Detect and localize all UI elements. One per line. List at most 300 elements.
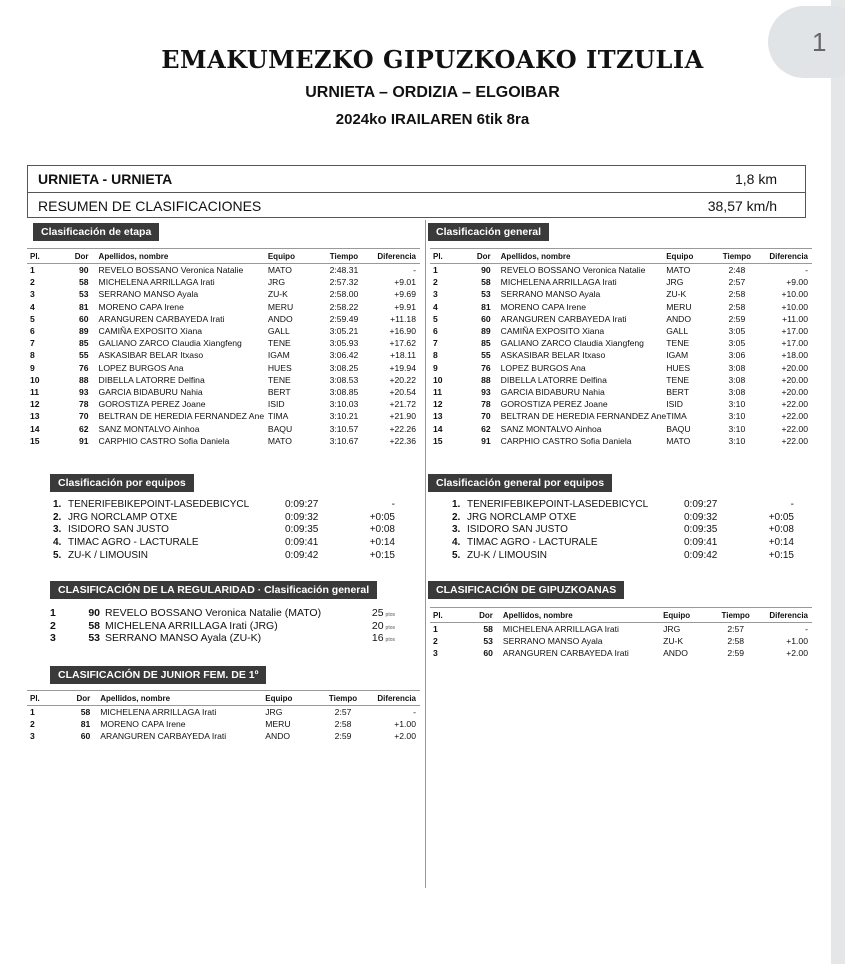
cell-team: MERU (265, 719, 291, 730)
team-rank: 4. (452, 537, 461, 549)
table-row (430, 374, 812, 386)
cell-time: 3:08 (728, 374, 746, 385)
column-header-team: Equipo (265, 691, 317, 706)
team-rank: 5. (452, 550, 461, 562)
cell-time: 2:58.22 (329, 301, 359, 312)
cell-pl: 10 (433, 374, 443, 385)
average-speed: 38,57 km/h (707, 198, 777, 214)
cell-pl: 3 (433, 289, 438, 300)
cell-pl: 3 (30, 289, 35, 300)
cell-diff: +1.00 (786, 636, 808, 647)
regularity-row (50, 632, 395, 645)
team-name: ISIDORO SAN JUSTO (467, 524, 568, 536)
cell-name: LOPEZ BURGOS Ana (98, 362, 184, 373)
cell-time: 2:48 (728, 265, 746, 276)
cell-dor: 88 (78, 374, 89, 385)
cell-diff: +19.94 (389, 362, 416, 373)
table-row (430, 635, 812, 647)
cell-diff: +11.00 (782, 313, 808, 324)
regularity-header: CLASIFICACIÓN DE LA REGULARIDAD · Clasificación general (50, 581, 377, 599)
table-row (27, 288, 420, 300)
team-rank: 5. (53, 550, 62, 562)
cell-team: MERU (666, 301, 692, 312)
reg-points-unit: ptos (385, 624, 395, 631)
reg-points (372, 607, 395, 619)
column-header-name: Apellidos, nombre (100, 691, 265, 706)
reg-points-unit: ptos (385, 637, 395, 644)
cell-team: JRG (666, 277, 684, 288)
table-row (27, 386, 420, 398)
cell-dor: 81 (80, 719, 91, 730)
cell-team: GALL (267, 326, 290, 337)
cell-dor: 60 (483, 648, 493, 659)
cell-name: SANZ MONTALVO Ainhoa (98, 423, 200, 434)
team-time: 0:09:32 (285, 511, 319, 523)
cell-dor: 89 (481, 326, 491, 337)
cell-time: 3:10.03 (329, 399, 359, 410)
team-row (452, 498, 802, 511)
table-row (430, 362, 812, 374)
column-header-pl: Pl. (27, 691, 49, 706)
team-name: TIMAC AGRO - LACTURALE (68, 537, 199, 549)
team-name: ZU-K / LIMOUSIN (68, 550, 149, 562)
cell-dor: 58 (80, 707, 91, 718)
cell-team: TIMA (666, 411, 687, 422)
cell-pl: 7 (433, 338, 438, 349)
table-row (430, 435, 812, 447)
cell-dor: 90 (481, 265, 491, 276)
cell-name: GALIANO ZARCO Claudia Xiangfeng (98, 338, 242, 349)
table-row (27, 374, 420, 386)
team-diff: +0:05 (768, 511, 794, 523)
table-header-row (430, 249, 812, 264)
cell-name: MICHELENA ARRILLAGA Irati (100, 707, 217, 718)
team-diff: +0:15 (768, 550, 794, 562)
cell-team: ZU-K (663, 636, 684, 647)
cell-dor: 90 (78, 265, 89, 276)
cell-dor: 89 (78, 326, 89, 337)
cell-pl: 14 (433, 423, 443, 434)
team-time: 0:09:42 (684, 550, 718, 562)
cell-name: GALIANO ZARCO Claudia Xiangfeng (500, 338, 644, 349)
cell-diff: +2.00 (786, 648, 808, 659)
reg-rider: REVELO BOSSANO Veronica Natalie (MATO) (105, 607, 322, 620)
cell-dor: 93 (481, 386, 491, 397)
cell-time: 2:59 (728, 313, 746, 324)
team-row (53, 498, 403, 511)
table-row (430, 647, 812, 659)
cell-team: IGAM (666, 350, 689, 361)
table-row (27, 706, 420, 719)
cell-diff: +1.00 (394, 719, 416, 730)
cell-pl: 5 (30, 313, 35, 324)
reg-points-value: 20 (371, 619, 384, 632)
team-row (452, 511, 802, 524)
team-time: 0:09:41 (285, 537, 319, 549)
cell-pl: 4 (30, 301, 35, 312)
cell-team: BAQU (666, 423, 691, 434)
cell-time: 2:58 (728, 301, 746, 312)
cell-name: DIBELLA LATORRE Delfina (500, 374, 607, 385)
team-rank: 1. (452, 498, 461, 510)
team-row (452, 549, 802, 562)
cell-team: MATO (267, 265, 292, 276)
cell-time: 2:57 (727, 624, 745, 635)
cell-name: MICHELENA ARRILLAGA Irati (98, 277, 215, 288)
cell-pl: 2 (433, 277, 438, 288)
team-time: 0:09:41 (684, 537, 718, 549)
cell-diff: +18.11 (390, 350, 416, 361)
table-row (27, 410, 420, 422)
team-time: 0:09:35 (285, 524, 319, 536)
cell-pl: 6 (433, 326, 438, 337)
cell-name: SANZ MONTALVO Ainhoa (500, 423, 602, 434)
cell-name: SERRANO MANSO Ayala (500, 289, 601, 300)
cell-team: HUES (666, 362, 691, 373)
cell-diff: +9.00 (786, 277, 808, 288)
cell-pl: 15 (433, 435, 443, 446)
cell-dor: 58 (78, 277, 89, 288)
general-classification-header: Clasificación general (428, 223, 549, 241)
table-header-row (27, 691, 420, 706)
cell-diff: - (805, 624, 808, 635)
reg-rank: 1 (50, 607, 56, 620)
cell-dor: 76 (481, 362, 491, 373)
cell-time: 2:57.32 (329, 277, 359, 288)
cell-team: ANDO (265, 731, 291, 742)
cell-diff: +17.00 (781, 338, 808, 349)
team-row (452, 524, 802, 537)
column-header-time: Tiempo (319, 249, 370, 264)
cell-diff: - (413, 707, 416, 718)
cell-time: 2:57 (728, 277, 746, 288)
column-header-dor: Dor (49, 691, 100, 706)
cell-team: JRG (265, 707, 283, 718)
cell-pl: 13 (433, 411, 443, 422)
table-row (27, 435, 420, 447)
cell-diff: +10.00 (781, 301, 808, 312)
cell-team: BAQU (267, 423, 293, 434)
table-header-row (27, 249, 420, 264)
team-row (452, 536, 802, 549)
cell-name: MORENO CAPA Irene (100, 719, 186, 730)
cell-team: HUES (267, 362, 292, 373)
cell-diff: +22.00 (781, 435, 808, 446)
table-row (430, 313, 812, 325)
table-row (430, 264, 812, 277)
cell-team: MATO (666, 265, 691, 276)
cell-diff: +11.18 (390, 313, 416, 324)
cell-team: GALL (666, 326, 689, 337)
cell-dor: 55 (78, 350, 89, 361)
cell-pl: 8 (433, 350, 438, 361)
column-header-team: Equipo (268, 249, 319, 264)
team-time: 0:09:42 (285, 550, 319, 562)
reg-rank: 3 (50, 632, 56, 645)
cell-name: CAMIÑA EXPOSITO Xiana (500, 326, 605, 337)
column-header-name: Apellidos, nombre (501, 249, 667, 264)
cell-dor: 91 (78, 435, 89, 446)
page-number-badge: 1 (768, 6, 845, 78)
column-header-dor: Dor (451, 249, 500, 264)
cell-team: BERT (267, 386, 291, 397)
team-diff: +0:14 (369, 537, 395, 549)
cell-name: ARANGUREN CARBAYEDA Irati (100, 731, 227, 742)
cell-diff: +17.00 (781, 326, 808, 337)
cell-name: LOPEZ BURGOS Ana (500, 362, 586, 373)
cell-pl: 5 (433, 313, 438, 324)
cell-pl: 13 (30, 411, 40, 422)
scrollbar-track[interactable] (831, 0, 845, 964)
cell-team: BERT (666, 386, 689, 397)
column-header-pl: Pl. (430, 608, 452, 623)
cell-name: SERRANO MANSO Ayala (98, 289, 199, 300)
cell-pl: 7 (30, 338, 35, 349)
cell-diff: +21.72 (389, 399, 416, 410)
cell-name: ASKASIBAR BELAR Itxaso (98, 350, 204, 361)
regularity-list (50, 607, 395, 645)
cell-team: TENE (267, 374, 291, 385)
cell-dor: 93 (78, 386, 89, 397)
cell-dor: 60 (80, 731, 91, 742)
cell-diff: +20.22 (389, 374, 416, 385)
cell-pl: 12 (30, 399, 40, 410)
column-header-dor: Dor (452, 608, 503, 623)
cell-time: 3:05 (728, 326, 746, 337)
team-time: 0:09:32 (684, 511, 718, 523)
cell-time: 2:59 (727, 648, 745, 659)
cell-pl: 8 (30, 350, 35, 361)
column-header-diff: Diferencia (369, 691, 420, 706)
cell-time: 3:06.42 (329, 350, 359, 361)
team-classification-header: Clasificación por equipos (50, 474, 194, 492)
column-header-name: Apellidos, nombre (503, 608, 663, 623)
column-header-pl: Pl. (430, 249, 451, 264)
race-title: EMAKUMEZKO GIPUZKOAKO ITZULIA (161, 45, 704, 74)
cell-name: REVELO BOSSANO Veronica Natalie (98, 265, 244, 276)
reg-points (372, 632, 395, 644)
cell-team: MATO (666, 435, 691, 446)
team-classification-list (53, 498, 403, 562)
cell-name: ASKASIBAR BELAR Itxaso (500, 350, 606, 361)
cell-pl: 2 (433, 636, 438, 647)
cell-dor: 53 (78, 289, 89, 300)
cell-diff: - (413, 265, 416, 276)
cell-pl: 10 (30, 374, 40, 385)
cell-pl: 3 (433, 648, 438, 659)
cell-time: 3:08.53 (329, 374, 359, 385)
cell-time: 3:10 (728, 399, 746, 410)
cell-pl: 1 (433, 624, 438, 635)
cell-dor: 60 (78, 313, 89, 324)
cell-pl: 2 (30, 277, 35, 288)
cell-name: BELTRAN DE HEREDIA FERNANDEZ Ane (500, 411, 667, 422)
reg-points-value: 25 (371, 607, 384, 620)
cell-time: 2:57 (334, 707, 352, 718)
cell-team: ZU-K (666, 289, 687, 300)
cell-time: 2:48.31 (329, 265, 359, 276)
cell-time: 3:10.21 (329, 411, 359, 422)
column-divider (425, 220, 426, 888)
table-row (430, 422, 812, 434)
table-row (430, 325, 812, 337)
cell-diff: +20.54 (389, 386, 416, 397)
reg-dor: 90 (88, 607, 100, 620)
cell-diff: +9.91 (394, 301, 416, 312)
reg-points-value: 16 (371, 632, 384, 645)
cell-diff: - (805, 265, 808, 276)
cell-pl: 6 (30, 326, 35, 337)
reg-rank: 2 (50, 619, 56, 632)
table-row (27, 730, 420, 742)
column-header-time: Tiempo (317, 691, 369, 706)
cell-team: ANDO (663, 648, 688, 659)
cell-time: 3:05.93 (329, 338, 359, 349)
cell-time: 3:08.85 (329, 386, 359, 397)
cell-name: GARCIA BIDABURU Nahia (500, 386, 605, 397)
table-row (430, 398, 812, 410)
team-row (53, 511, 403, 524)
reg-rider: SERRANO MANSO Ayala (ZU-K) (105, 632, 262, 645)
cell-pl: 15 (30, 435, 40, 446)
team-name: TENERIFEBIKEPOINT-LASEDEBICYCL (467, 498, 649, 510)
table-row (430, 276, 812, 288)
column-header-time: Tiempo (712, 608, 759, 623)
cell-dor: 55 (481, 350, 491, 361)
reg-points (372, 620, 395, 632)
cell-name: CARPHIO CASTRO Sofia Daniela (500, 435, 632, 446)
cell-diff: +22.00 (781, 399, 808, 410)
cell-diff: +18.00 (781, 350, 808, 361)
column-header-diff: Diferencia (759, 608, 812, 623)
stage-distance: 1,8 km (734, 171, 777, 187)
cell-dor: 58 (481, 277, 491, 288)
team-rank: 1. (53, 498, 62, 510)
cell-dor: 53 (481, 289, 491, 300)
cell-team: ZU-K (267, 289, 288, 300)
cell-dor: 85 (481, 338, 491, 349)
cell-name: REVELO BOSSANO Veronica Natalie (500, 265, 646, 276)
gipuzkoan-header: CLASIFICACIÓN DE GIPUZKOANAS (428, 581, 624, 599)
race-dates: 2024ko IRAILAREN 6tik 8ra (335, 111, 530, 128)
cell-pl: 2 (30, 719, 35, 730)
table-row (430, 386, 812, 398)
cell-dor: 88 (481, 374, 491, 385)
cell-pl: 3 (30, 731, 35, 742)
cell-name: GOROSTIZA PEREZ Joane (500, 399, 608, 410)
cell-diff: +22.00 (781, 423, 808, 434)
gipuzkoan-table (430, 607, 812, 660)
column-header-time: Tiempo (714, 249, 760, 264)
table-row (430, 410, 812, 422)
table-row (430, 288, 812, 300)
cell-team: MERU (267, 301, 294, 312)
team-time: 0:09:27 (684, 498, 718, 510)
team-rank: 4. (53, 537, 62, 549)
team-name: TIMAC AGRO - LACTURALE (467, 537, 598, 549)
column-header-diff: Diferencia (369, 249, 420, 264)
column-header-pl: Pl. (27, 249, 48, 264)
cell-team: ISID (267, 399, 285, 410)
table-row (27, 264, 420, 277)
general-team-classification-header: Clasificación general por equipos (428, 474, 612, 492)
team-diff: - (790, 498, 794, 510)
team-name: JRG NORCLAMP OTXE (68, 511, 178, 523)
cell-dor: 81 (78, 301, 89, 312)
cell-diff: +20.00 (781, 362, 808, 373)
cell-name: ARANGUREN CARBAYEDA Irati (98, 313, 225, 324)
table-row (27, 325, 420, 337)
reg-dor: 58 (88, 619, 100, 632)
cell-pl: 1 (433, 265, 438, 276)
table-row (27, 422, 420, 434)
cell-team: TENE (267, 338, 291, 349)
cell-dor: 60 (481, 313, 491, 324)
cell-diff: +20.00 (781, 374, 808, 385)
cell-team: TIMA (267, 411, 289, 422)
table-row (27, 301, 420, 313)
cell-name: CARPHIO CASTRO Sofia Daniela (98, 435, 230, 446)
team-rank: 2. (53, 511, 62, 523)
cell-diff: +9.69 (394, 289, 416, 300)
cell-team: JRG (267, 277, 286, 288)
team-diff: +0:14 (768, 537, 794, 549)
cell-team: MATO (267, 435, 292, 446)
cell-diff: +22.26 (389, 423, 416, 434)
regularity-row (50, 620, 395, 633)
cell-time: 3:10 (728, 411, 746, 422)
stage-classification-table (27, 248, 420, 447)
cell-name: CAMIÑA EXPOSITO Xiana (98, 326, 203, 337)
table-row (430, 349, 812, 361)
cell-time: 3:10.57 (329, 423, 359, 434)
table-header-row (430, 608, 812, 623)
cell-name: GOROSTIZA PEREZ Joane (98, 399, 206, 410)
cell-team: TENE (666, 374, 690, 385)
team-diff: - (391, 498, 395, 510)
cell-diff: +17.62 (389, 338, 416, 349)
cell-diff: +21.90 (389, 411, 416, 422)
cell-time: 2:58.00 (329, 289, 359, 300)
cell-team: JRG (663, 624, 681, 635)
cell-diff: +9.01 (394, 277, 416, 288)
team-name: JRG NORCLAMP OTXE (467, 511, 577, 523)
cell-dor: 85 (78, 338, 89, 349)
cell-name: MORENO CAPA Irene (500, 301, 586, 312)
cell-time: 3:08 (728, 386, 746, 397)
cell-pl: 11 (30, 386, 40, 397)
reg-rider: MICHELENA ARRILLAGA Irati (JRG) (105, 619, 278, 632)
cell-name: DIBELLA LATORRE Delfina (98, 374, 205, 385)
team-time: 0:09:27 (285, 498, 319, 510)
cell-time: 3:10.67 (329, 435, 359, 446)
column-header-team: Equipo (666, 249, 714, 264)
table-row (430, 623, 812, 636)
cell-time: 3:08.25 (329, 362, 359, 373)
junior-table (27, 690, 420, 743)
cell-name: MORENO CAPA Irene (98, 301, 184, 312)
cell-pl: 1 (30, 265, 35, 276)
cell-time: 3:10 (728, 435, 746, 446)
cell-diff: +22.36 (389, 435, 416, 446)
cell-pl: 12 (433, 399, 443, 410)
cell-team: ANDO (666, 313, 692, 324)
table-row (27, 349, 420, 361)
stage-name: URNIETA - URNIETA (38, 171, 173, 187)
team-diff: +0:05 (369, 511, 395, 523)
cell-dor: 62 (78, 423, 89, 434)
cell-time: 3:08 (728, 362, 746, 373)
